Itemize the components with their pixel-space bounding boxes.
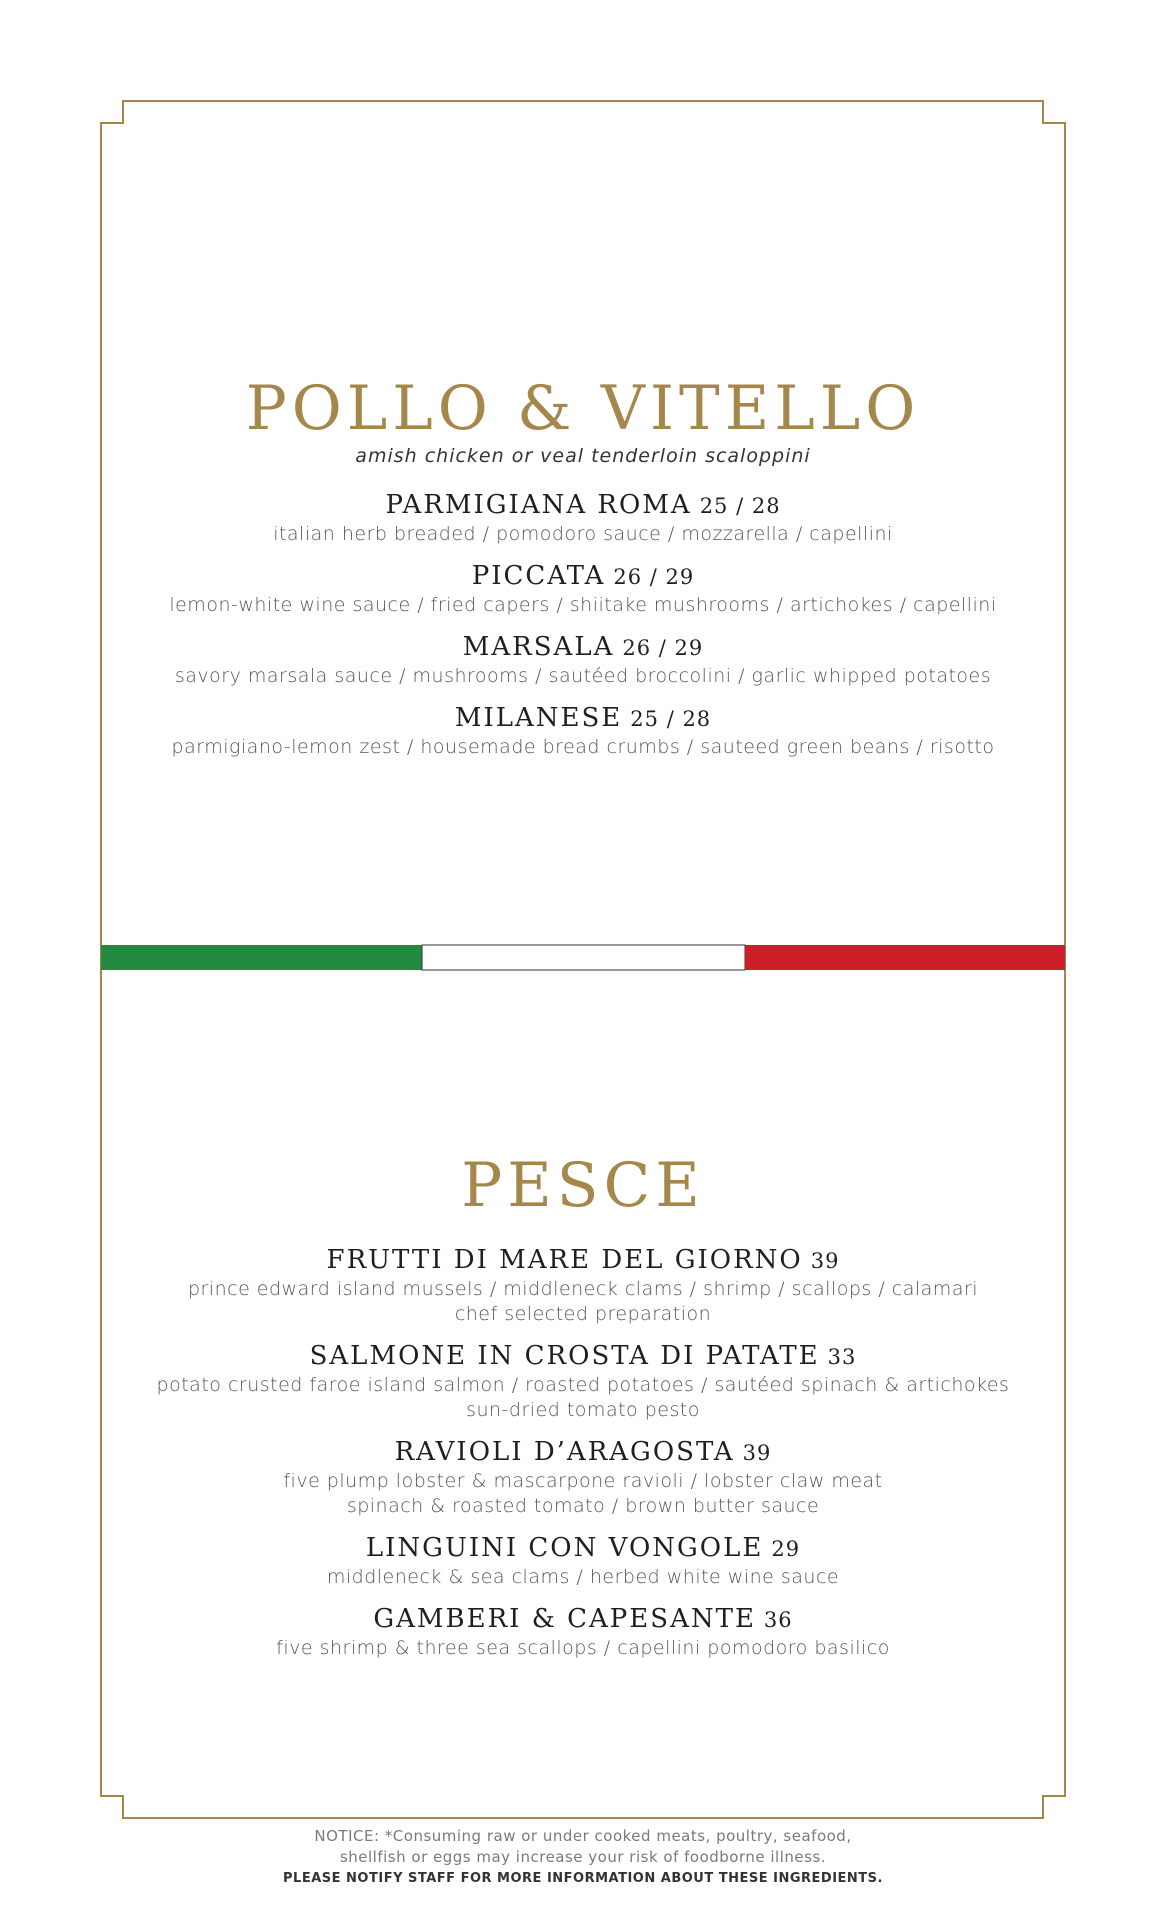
item-price: 39 [742, 1441, 772, 1465]
item-name: PARMIGIANA ROMA [385, 490, 692, 520]
menu-item [100, 1340, 1066, 1436]
item-description: italian herb breaded / pomodoro sauce / mozzarella / capellini [273, 523, 893, 545]
item-price: 29 [771, 1537, 801, 1561]
item-name: MARSALA [462, 632, 615, 662]
item-price: 26 / 29 [613, 565, 695, 589]
item-description: five plump lobster & mascarpone ravioli / lobster claw meat [283, 1470, 883, 1492]
item-description: five shrimp & three sea scallops / capellini pomodoro basilico [276, 1637, 890, 1659]
item-name: MILANESE [454, 703, 623, 733]
section-pollo-vitello [100, 373, 1066, 773]
item-name: FRUTTI DI MARE DEL GIORNO [326, 1245, 803, 1275]
item-name: LINGUINI CON VONGOLE [365, 1533, 764, 1563]
menu-item [100, 1532, 1066, 1603]
allergy-notice [100, 1826, 1066, 1890]
item-description: chef selected preparation [454, 1303, 712, 1325]
menu-item [100, 1436, 1066, 1532]
item-name: PICCATA [471, 561, 606, 591]
flag-red-stripe [745, 945, 1065, 970]
section-title: PESCE [461, 1150, 705, 1221]
menu-item [100, 702, 1066, 773]
item-description: lemon-white wine sauce / fried capers / shiitake mushrooms / artichokes / capellini [169, 594, 997, 616]
item-description: potato crusted faroe island salmon / roasted potatoes / sautéed spinach & artichokes [156, 1374, 1010, 1396]
item-description: prince edward island mussels / middleneck clams / shrimp / scallops / calamari [187, 1278, 979, 1300]
item-description: savory marsala sauce / mushrooms / sautéed broccolini / garlic whipped potatoes [174, 665, 992, 687]
item-price: 25 / 28 [699, 494, 781, 518]
item-description: sun-dried tomato pesto [466, 1399, 700, 1421]
section-pesce [100, 1150, 1066, 1674]
menu-item [100, 1244, 1066, 1340]
item-name: SALMONE IN CROSTA DI PATATE [309, 1341, 820, 1371]
italian-flag-divider [101, 945, 1065, 970]
notice-line: shellfish or eggs may increase your risk of foodborne illness. [339, 1848, 827, 1866]
menu-item [100, 489, 1066, 560]
menu-item [100, 631, 1066, 702]
item-description: spinach & roasted tomato / brown butter sauce [346, 1495, 820, 1517]
menu-item [100, 560, 1066, 631]
item-name: RAVIOLI D’ARAGOSTA [394, 1437, 735, 1467]
item-price: 36 [763, 1608, 793, 1632]
item-price: 26 / 29 [622, 636, 704, 660]
flag-white-stripe [422, 945, 745, 970]
item-name: GAMBERI & CAPESANTE [373, 1604, 756, 1634]
item-description: parmigiano-lemon zest / housemade bread crumbs / sauteed green beans / risotto [171, 736, 995, 758]
flag-green-stripe [101, 945, 422, 970]
item-price: 39 [810, 1249, 840, 1273]
notice-emphasis: PLEASE NOTIFY STAFF FOR MORE INFORMATION ABOUT THESE INGREDIENTS. [283, 1871, 883, 1886]
notice-line: NOTICE: *Consuming raw or under cooked meats, poultry, seafood, [314, 1827, 852, 1845]
section-title: POLLO & VITELLO [245, 373, 921, 444]
item-description: middleneck & sea clams / herbed white wine sauce [326, 1566, 840, 1588]
item-price: 33 [827, 1345, 857, 1369]
section-subtitle: amish chicken or veal tenderloin scaloppini [355, 445, 811, 467]
item-price: 25 / 28 [630, 707, 712, 731]
menu-item [100, 1603, 1066, 1674]
